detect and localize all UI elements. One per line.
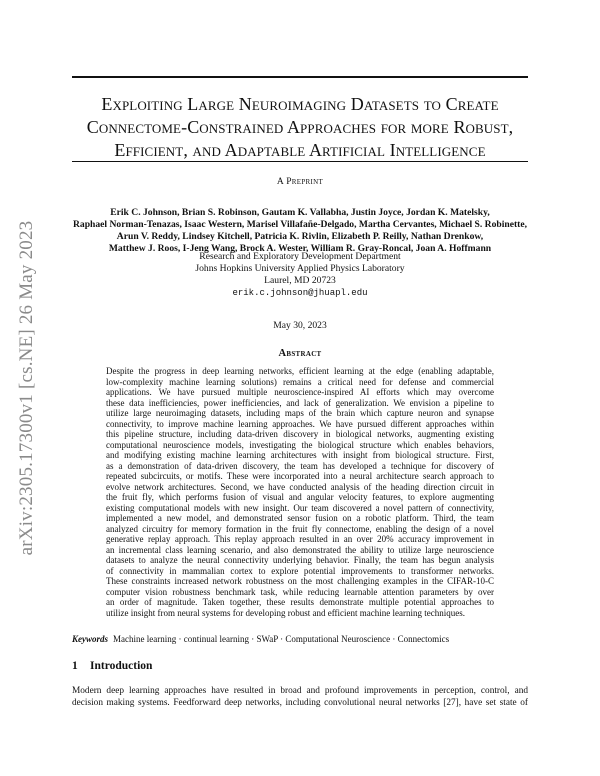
introduction-body <box>72 686 528 709</box>
abstract-line: utilize insight from neural systems for developing robust and efficient machine learning techniques. <box>106 607 465 618</box>
abstract-line: analyzed circuitry for memory formation in the fruit fly connectome, enabling the design of a novel <box>106 523 494 534</box>
preprint-label: A Preprint <box>276 177 324 187</box>
abstract-line: an order of magnitude. Taken together, these results demonstrate multiple potential approaches to <box>106 597 494 607</box>
abstract-line: as a demonstration of data-driven discovery, the team has developed a technique for discovery of <box>106 460 494 471</box>
abstract-line: evolve network architectures. Second, we have conducted analysis of the heading direction circuit in <box>106 481 494 492</box>
section-number: 1 <box>72 660 78 672</box>
affiliation <box>72 251 528 299</box>
abstract-line: connectivity, to improve machine learning approaches. We have pursued different approaches within <box>106 418 494 429</box>
title-line: Efficient, and Adaptable Artificial Intelligence <box>114 140 486 160</box>
abstract-line: utilize large neuroimaging datasets, including maps of the brain which capture neuron and synapse <box>106 408 494 418</box>
intro-line: Modern deep learning approaches have resulted in broad and profound improvements in perception, control, and <box>72 686 528 696</box>
title-line: Connectome-Constrained Approaches for more Robust, <box>86 117 514 137</box>
abstract-line: applications. We have pursued multiple neuroscience-inspired AI efforts which may overcome <box>106 387 494 397</box>
abstract-line: Despite the progress in deep learning networks, efficient learning at the edge (enabling adaptable, <box>106 366 494 376</box>
abstract-line: computer vision robustness benchmark task, while reducing learnable attention parameters by over <box>106 586 494 597</box>
author-email-link[interactable]: erik.c.johnson@jhuapl.edu <box>232 288 368 298</box>
abstract-line: these data inefficiencies, power inefficiencies, and lack of generalization. We envision a pipeline to <box>106 397 494 408</box>
abstract-body <box>106 366 494 618</box>
abstract-line: low-complexity machine learning solutions) remains a critical need for defense and commercial <box>106 376 494 387</box>
abstract-line: and modifying existing machine learning architectures with insight from biological structure. First, <box>106 450 494 460</box>
section-title: Introduction <box>90 660 153 672</box>
abstract-line: These constraints increased network robustness on the most challenging examples in the CIFAR-10-C <box>106 576 494 586</box>
abstract-line: datasets to analyze the neural connectivity underlying behavior. Finally, the team has begun analysis <box>106 555 494 565</box>
abstract-line: of connectivity in mammalian cortex to explore potential improvements to transformer networks. <box>106 565 494 576</box>
title-line: Exploiting Large Neuroimaging Datasets to Create <box>101 94 499 114</box>
abstract-line: the fruit fly, which performs fusion of visual and angular velocity features, to explore augmenting <box>106 492 494 502</box>
title-top-rule <box>72 76 528 78</box>
publication-date: May 30, 2023 <box>273 320 327 331</box>
author-line: Erik C. Johnson, Brian S. Robinson, Gautam K. Vallabha, Justin Joyce, Jordan K. Matelsky, <box>110 207 490 218</box>
section-heading-introduction <box>72 660 152 672</box>
abstract-line: computational neuroscience models, investigating the biological structure which enables behaviors, <box>106 439 494 450</box>
abstract-line: this pipeline structure, including data-driven discovery in biological networks, augmenting existing <box>106 429 494 439</box>
title-bottom-rule <box>72 161 528 162</box>
paper-title <box>72 93 528 162</box>
keywords-row <box>72 634 528 645</box>
affiliation-line: Research and Exploratory Development Department <box>199 251 401 262</box>
affiliation-line: Johns Hopkins University Applied Physics Laboratory <box>195 263 405 274</box>
author-line: Arun V. Reddy, Lindsey Kitchell, Patricia K. Rivlin, Elizabeth P. Reilly, Nathan Drenkow, <box>116 231 484 242</box>
arxiv-side-stamp: arXiv:2305.17300v1 [cs.NE] 26 May 2023 <box>16 220 37 556</box>
intro-line: decision making systems. Feedforward deep networks, including convolutional neural networks [27], have set state of <box>72 697 528 708</box>
abstract-line: generative replay approach. This replay approach resulted in an over 20% accuracy improvement in <box>106 534 494 544</box>
affiliation-line: Laurel, MD 20723 <box>264 275 336 286</box>
abstract-line: an incremental class learning scenario, and also demonstrated the ability to utilize large neuroscience <box>106 544 494 555</box>
author-line: Raphael Norman-Tenazas, Isaac Western, Marisel Villafañe-Delgado, Martha Cervantes, Michael S. Robinette, <box>72 219 528 230</box>
abstract-line: existing computational models with new insight. Our team discovered a novel pattern of connectivity, <box>106 502 494 513</box>
keywords-label: Keywords <box>72 634 108 644</box>
author-list <box>66 207 534 255</box>
abstract-line: implemented a new model, and demonstrated sensor fusion on a robotic platform. Third, the team <box>106 513 494 523</box>
abstract-heading: Abstract <box>278 348 322 359</box>
keywords-list: Machine learning · continual learning · SWaP · Computational Neuroscience · Connectomics <box>113 634 450 644</box>
abstract-line: repeated subcircuits, or motifs. These were incorporated into a neural architecture search approach to <box>106 471 494 481</box>
author-line: Matthew J. Roos, I-Jeng Wang, Brock A. Wester, William R. Gray-Roncal, Joan A. Hoffmann <box>108 243 492 254</box>
